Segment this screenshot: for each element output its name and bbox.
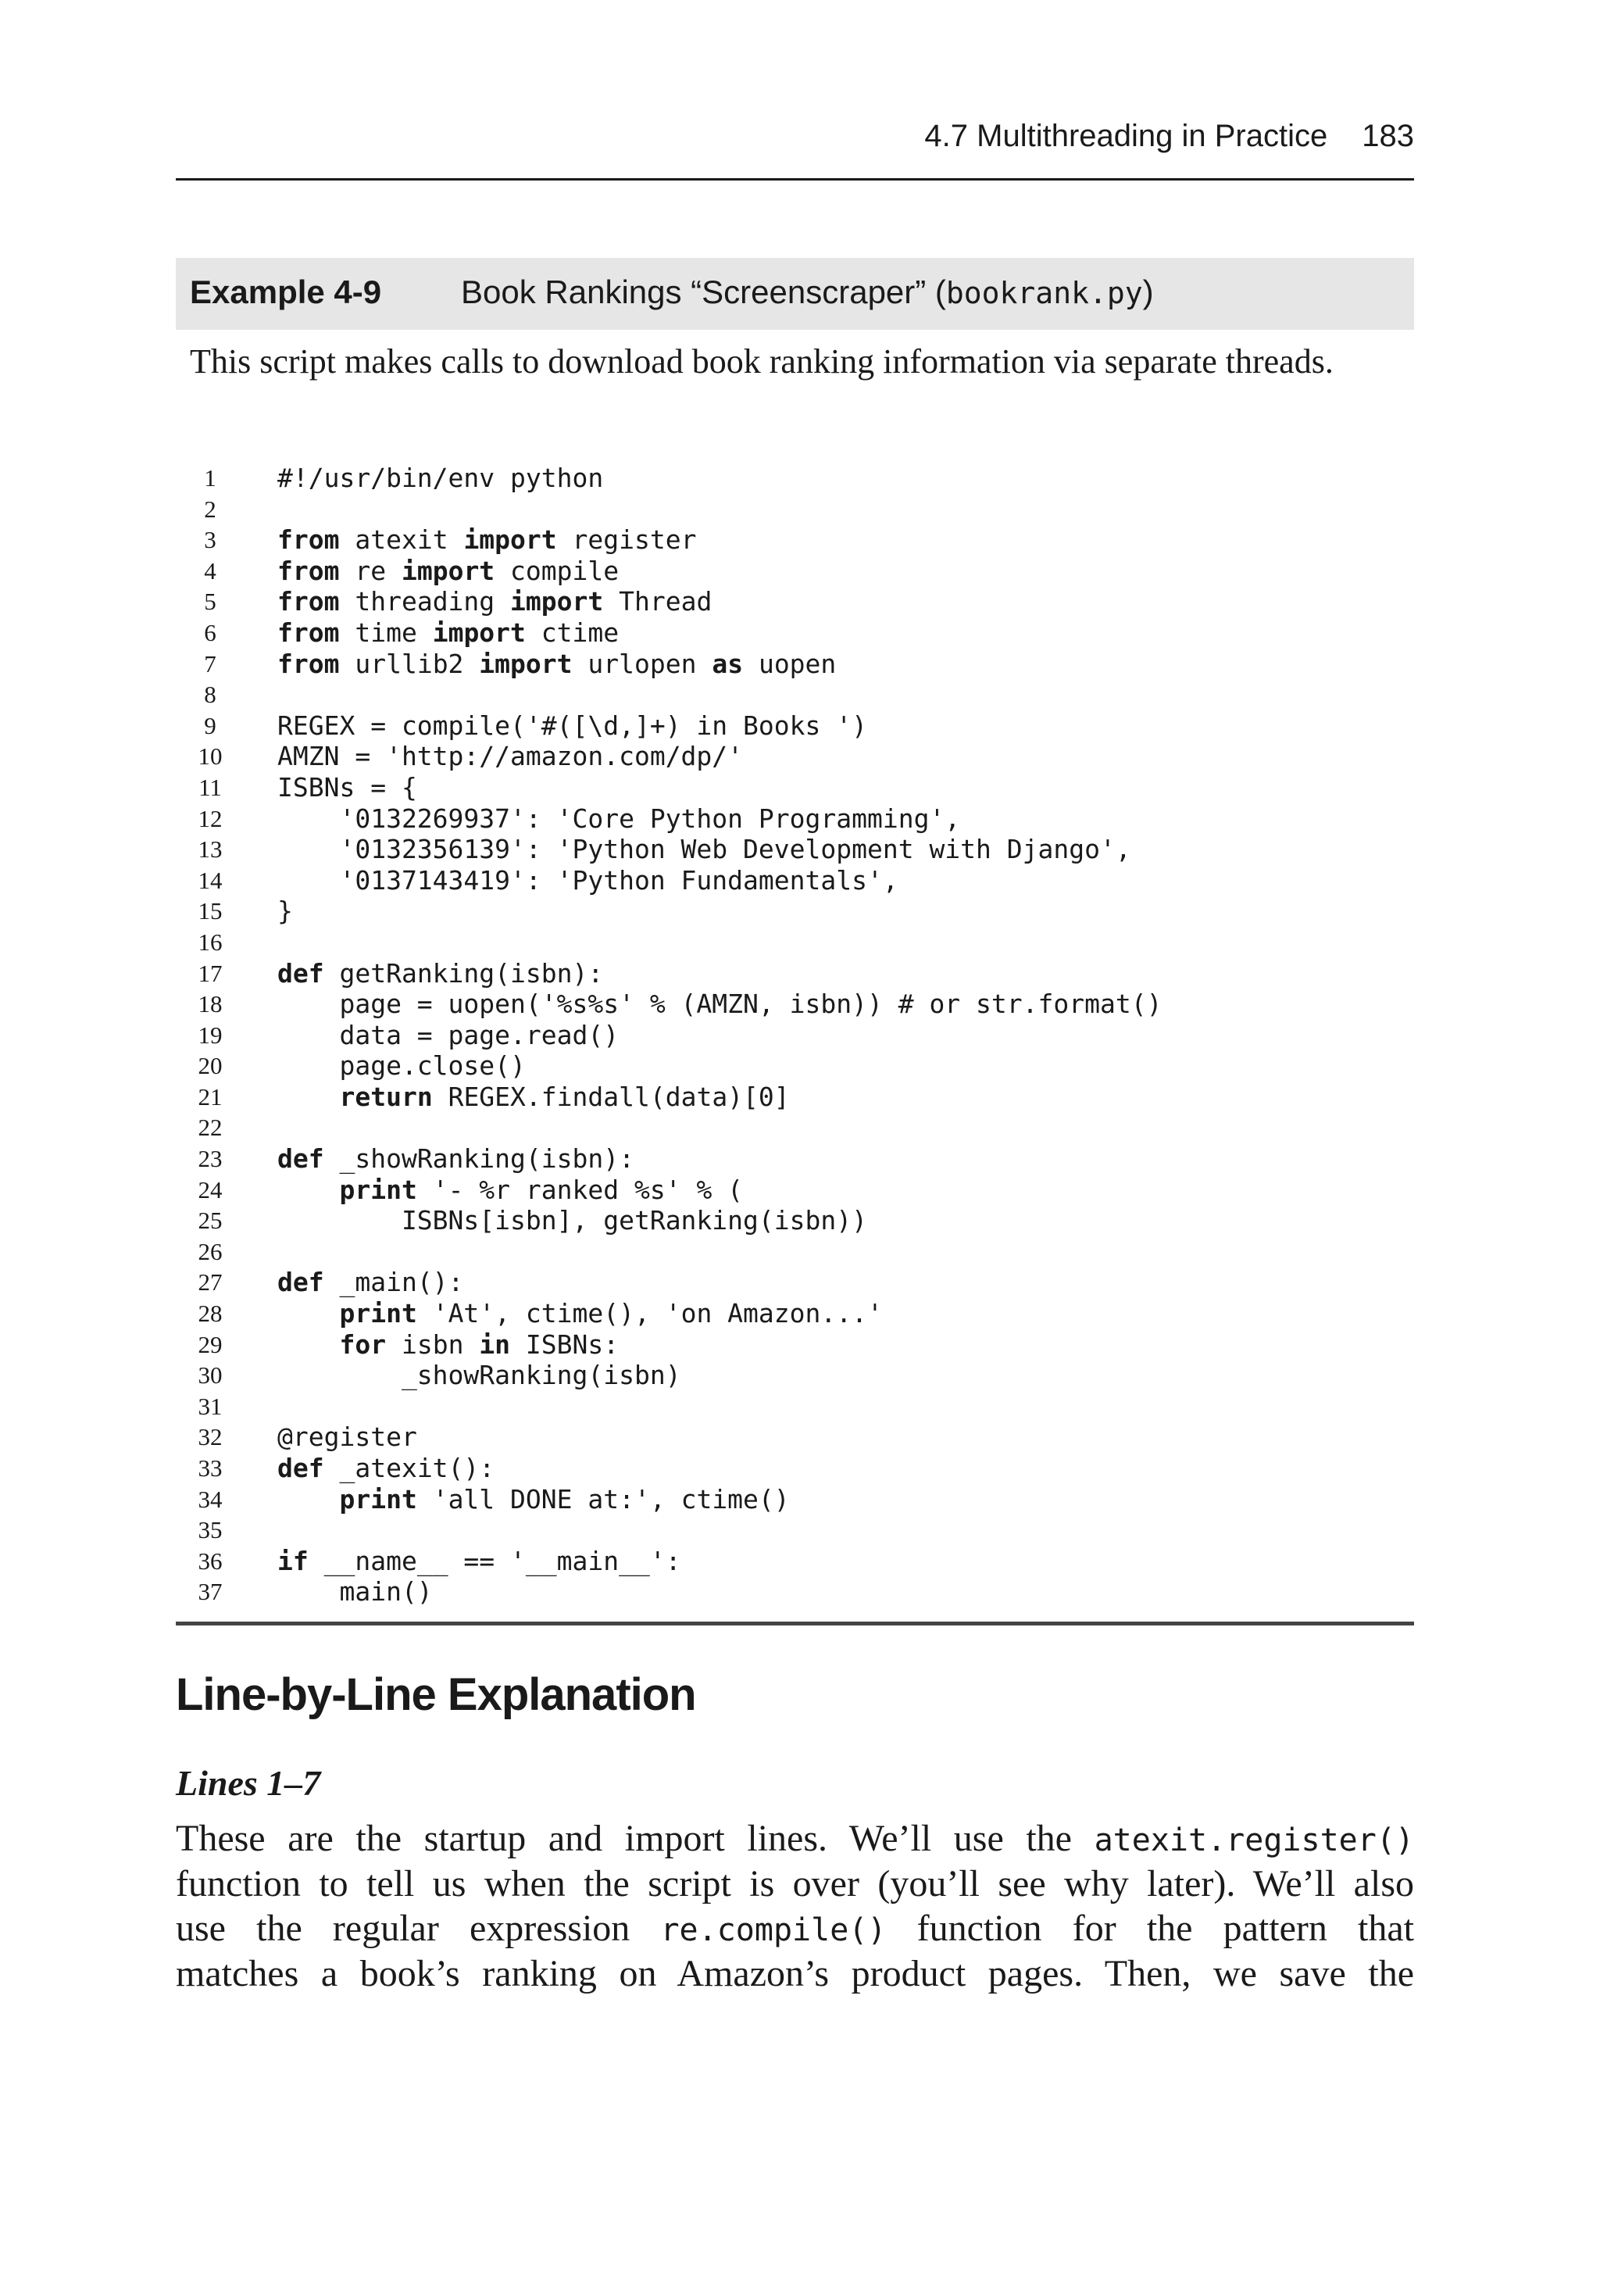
code-text <box>277 803 960 835</box>
code-text <box>277 710 867 742</box>
code-fragment: REGEX.findall(data)[0] <box>432 1081 790 1112</box>
code-fragment: _showRanking(isbn): <box>323 1143 634 1175</box>
line-number: 36 <box>198 1547 223 1575</box>
page-number: 183 <box>1362 119 1414 153</box>
code-text <box>277 1143 634 1175</box>
code-fragment: _main(): <box>323 1267 464 1298</box>
line-number: 2 <box>204 495 216 523</box>
code-fragment <box>277 1329 339 1360</box>
code-fragment: page.close() <box>277 1050 526 1082</box>
line-number: 29 <box>198 1330 223 1358</box>
code-fragment: REGEX = compile('#([\d,]+) in Books ') <box>277 710 867 741</box>
code-text <box>277 586 712 617</box>
code-line <box>176 649 1414 680</box>
code-line <box>176 803 1414 835</box>
line-number: 25 <box>198 1207 223 1235</box>
code-line <box>176 1453 1414 1484</box>
code-keyword: in <box>479 1329 511 1360</box>
line-number: 19 <box>198 1021 223 1049</box>
line-number: 5 <box>204 588 216 616</box>
line-number: 20 <box>198 1052 223 1080</box>
code-line <box>176 524 1414 556</box>
code-text <box>277 834 1131 865</box>
code-line <box>176 679 1414 710</box>
code-line <box>176 1175 1414 1206</box>
code-fragment: '0132356139': 'Python Web Development with Django', <box>277 834 1131 865</box>
code-line <box>176 834 1414 865</box>
code-keyword: print <box>339 1483 417 1515</box>
code-fragment: isbn <box>386 1329 480 1360</box>
code-line <box>176 1391 1414 1422</box>
code-fragment: threading <box>339 586 511 617</box>
code-text <box>277 1020 619 1051</box>
paragraph-text: use the regular expression <box>176 1908 661 1949</box>
code-fragment: ISBNs: <box>510 1329 620 1360</box>
code-line <box>176 1329 1414 1361</box>
code-keyword: def <box>277 1267 324 1298</box>
code-fragment: Thread <box>603 586 712 617</box>
code-fragment <box>277 1298 339 1329</box>
code-line <box>176 896 1414 927</box>
running-head <box>176 119 1414 163</box>
code-line <box>176 1236 1414 1268</box>
code-line <box>176 1422 1414 1453</box>
code-fragment: ISBNs = { <box>277 771 417 803</box>
code-line <box>176 741 1414 772</box>
code-text <box>277 1360 681 1391</box>
code-fragment: AMZN = 'http://amazon.com/dp/' <box>277 741 744 772</box>
code-text <box>277 772 417 803</box>
code-line <box>176 1484 1414 1515</box>
code-line <box>176 1546 1414 1577</box>
line-number: 32 <box>198 1423 223 1451</box>
code-fragment: urlopen <box>572 648 712 679</box>
line-number: 13 <box>198 835 223 864</box>
code-keyword: print <box>339 1298 417 1329</box>
code-keyword: def <box>277 1453 324 1483</box>
code-line <box>176 1205 1414 1236</box>
code-line <box>176 989 1414 1020</box>
line-number: 10 <box>198 742 223 771</box>
header-rule <box>176 178 1414 181</box>
code-text <box>277 1422 417 1453</box>
code-fragment: page = uopen('%s%s' % (AMZN, isbn)) # or str.format() <box>277 989 1162 1020</box>
code-keyword: return <box>339 1081 433 1112</box>
code-text <box>277 1082 790 1113</box>
code-line <box>176 556 1414 587</box>
code-keyword: from <box>277 648 340 679</box>
code-keyword: from <box>277 586 340 617</box>
code-text <box>277 896 293 927</box>
code-line <box>176 1082 1414 1113</box>
code-keyword: for <box>339 1329 387 1360</box>
code-line <box>176 1360 1414 1391</box>
code-text <box>277 649 836 680</box>
inline-code: atexit.register() <box>1094 1822 1414 1858</box>
line-number: 17 <box>198 959 223 987</box>
code-text <box>277 524 696 556</box>
line-number: 31 <box>198 1392 223 1420</box>
code-text <box>277 989 1162 1020</box>
example-title-text: Book Rankings “Screenscraper” ( <box>461 274 946 310</box>
code-text <box>277 1205 867 1236</box>
line-number: 22 <box>198 1114 223 1142</box>
code-fragment: _atexit(): <box>323 1453 495 1483</box>
code-fragment: main() <box>277 1576 433 1608</box>
code-fragment: '- %r ranked %s' % ( <box>416 1174 744 1205</box>
code-line <box>176 1020 1414 1051</box>
line-number: 33 <box>198 1454 223 1482</box>
code-text <box>277 617 619 649</box>
code-keyword: import <box>463 524 557 556</box>
explanation-paragraph <box>176 1816 1414 1996</box>
code-line <box>176 1267 1414 1298</box>
code-keyword: from <box>277 524 340 556</box>
paragraph-text: matches a book’s ranking on Amazon’s product pages. Then, we save the <box>176 1952 1414 1994</box>
line-number: 27 <box>198 1268 223 1296</box>
code-text <box>277 1050 526 1082</box>
code-fragment: compile <box>495 555 620 586</box>
line-number: 4 <box>204 556 216 585</box>
code-text <box>277 1484 790 1515</box>
code-keyword: from <box>277 617 340 648</box>
code-text <box>277 1175 743 1206</box>
code-line <box>176 772 1414 803</box>
line-number: 9 <box>204 711 216 739</box>
line-number: 6 <box>204 618 216 646</box>
example-number: Example 4-9 <box>190 274 382 310</box>
example-title-close: ) <box>1142 274 1154 310</box>
code-fragment <box>277 1082 339 1112</box>
code-fragment: time <box>339 617 433 648</box>
code-line <box>176 1515 1414 1546</box>
code-text <box>277 463 603 494</box>
code-fragment: } <box>277 896 293 927</box>
code-line <box>176 710 1414 742</box>
paragraph-line <box>176 1816 1414 1861</box>
code-text <box>277 556 619 587</box>
line-number: 16 <box>198 928 223 956</box>
code-line <box>176 927 1414 958</box>
code-text <box>277 741 743 772</box>
code-fragment <box>277 1484 339 1515</box>
example-description: This script makes calls to download book ranking information via separate threads. <box>190 342 1334 381</box>
line-number: 14 <box>198 866 223 894</box>
line-number: 3 <box>204 526 216 554</box>
code-text <box>277 1546 681 1577</box>
code-keyword: from <box>277 555 340 586</box>
code-line <box>176 958 1414 989</box>
subsection-heading: Lines 1–7 <box>176 1763 321 1803</box>
line-number: 12 <box>198 804 223 832</box>
code-text <box>277 958 603 989</box>
code-fragment: __name__ == '__main__': <box>308 1545 681 1576</box>
code-fragment: @register <box>277 1422 417 1453</box>
code-fragment: _showRanking(isbn) <box>277 1360 681 1391</box>
line-number: 7 <box>204 649 216 678</box>
section-heading: Line-by-Line Explanation <box>176 1669 696 1720</box>
code-fragment: getRanking(isbn): <box>323 957 604 989</box>
code-keyword: import <box>401 555 495 586</box>
line-number: 18 <box>198 990 223 1018</box>
line-number: 21 <box>198 1082 223 1110</box>
example-caption-bar <box>176 258 1414 330</box>
code-keyword: import <box>479 648 573 679</box>
line-number: 8 <box>204 681 216 709</box>
inline-code: re.compile() <box>660 1912 887 1948</box>
code-fragment: 'At', ctime(), 'on Amazon...' <box>416 1298 883 1329</box>
paragraph-text: These are the startup and import lines. We’ll use the <box>176 1818 1095 1859</box>
code-line <box>176 586 1414 617</box>
line-number: 11 <box>198 773 222 801</box>
code-fragment: '0137143419': 'Python Fundamentals', <box>277 864 898 896</box>
code-listing-end-rule <box>176 1622 1414 1625</box>
code-keyword: print <box>339 1174 417 1205</box>
running-head-section: 4.7 Multithreading in Practice <box>924 119 1328 153</box>
code-fragment: ctime <box>525 617 620 648</box>
code-text <box>277 1329 619 1361</box>
line-number: 23 <box>198 1145 223 1173</box>
line-number: 15 <box>198 897 223 925</box>
code-fragment <box>277 1175 339 1205</box>
code-line <box>176 1112 1414 1143</box>
paragraph-line <box>176 1906 1414 1951</box>
code-keyword: def <box>277 957 324 989</box>
code-fragment: atexit <box>339 524 464 556</box>
code-text <box>277 1576 433 1608</box>
line-number: 1 <box>204 464 216 492</box>
code-keyword: as <box>712 648 744 679</box>
paragraph-line <box>176 1951 1414 1997</box>
code-keyword: def <box>277 1143 324 1175</box>
example-title <box>461 274 1154 311</box>
code-keyword: import <box>510 586 604 617</box>
code-fragment: #!/usr/bin/env python <box>277 463 604 493</box>
code-line <box>176 865 1414 896</box>
code-keyword: import <box>432 617 526 648</box>
code-fragment: register <box>556 524 697 556</box>
code-line <box>176 1576 1414 1608</box>
line-number: 24 <box>198 1175 223 1203</box>
code-listing <box>176 463 1414 1608</box>
code-text <box>277 1453 495 1484</box>
example-filename: bookrank.py <box>945 276 1143 310</box>
code-text <box>277 865 898 896</box>
code-fragment: 'all DONE at:', ctime() <box>416 1483 790 1515</box>
paragraph-text: function for the pattern that <box>886 1908 1415 1949</box>
line-number: 28 <box>198 1300 223 1328</box>
code-line <box>176 463 1414 494</box>
line-number: 30 <box>198 1361 223 1389</box>
code-fragment: '0132269937': 'Core Python Programming', <box>277 803 961 834</box>
code-text <box>277 1267 463 1298</box>
code-fragment: urllib2 <box>339 648 480 679</box>
code-fragment: ISBNs[isbn], getRanking(isbn)) <box>277 1205 867 1236</box>
line-number: 35 <box>198 1516 223 1544</box>
code-fragment: re <box>339 555 402 586</box>
code-text <box>277 1298 883 1329</box>
code-line <box>176 1298 1414 1329</box>
paragraph-line <box>176 1861 1414 1907</box>
line-number: 34 <box>198 1485 223 1513</box>
line-number: 26 <box>198 1237 223 1265</box>
code-line <box>176 1050 1414 1082</box>
line-number: 37 <box>198 1578 223 1606</box>
code-line <box>176 617 1414 649</box>
code-fragment: data = page.read() <box>277 1019 620 1050</box>
paragraph-text: function to tell us when the script is over (you’ll see why later). We’ll also <box>176 1862 1414 1904</box>
code-line <box>176 494 1414 525</box>
code-keyword: if <box>277 1545 309 1576</box>
code-line <box>176 1143 1414 1175</box>
code-fragment: uopen <box>743 648 837 679</box>
